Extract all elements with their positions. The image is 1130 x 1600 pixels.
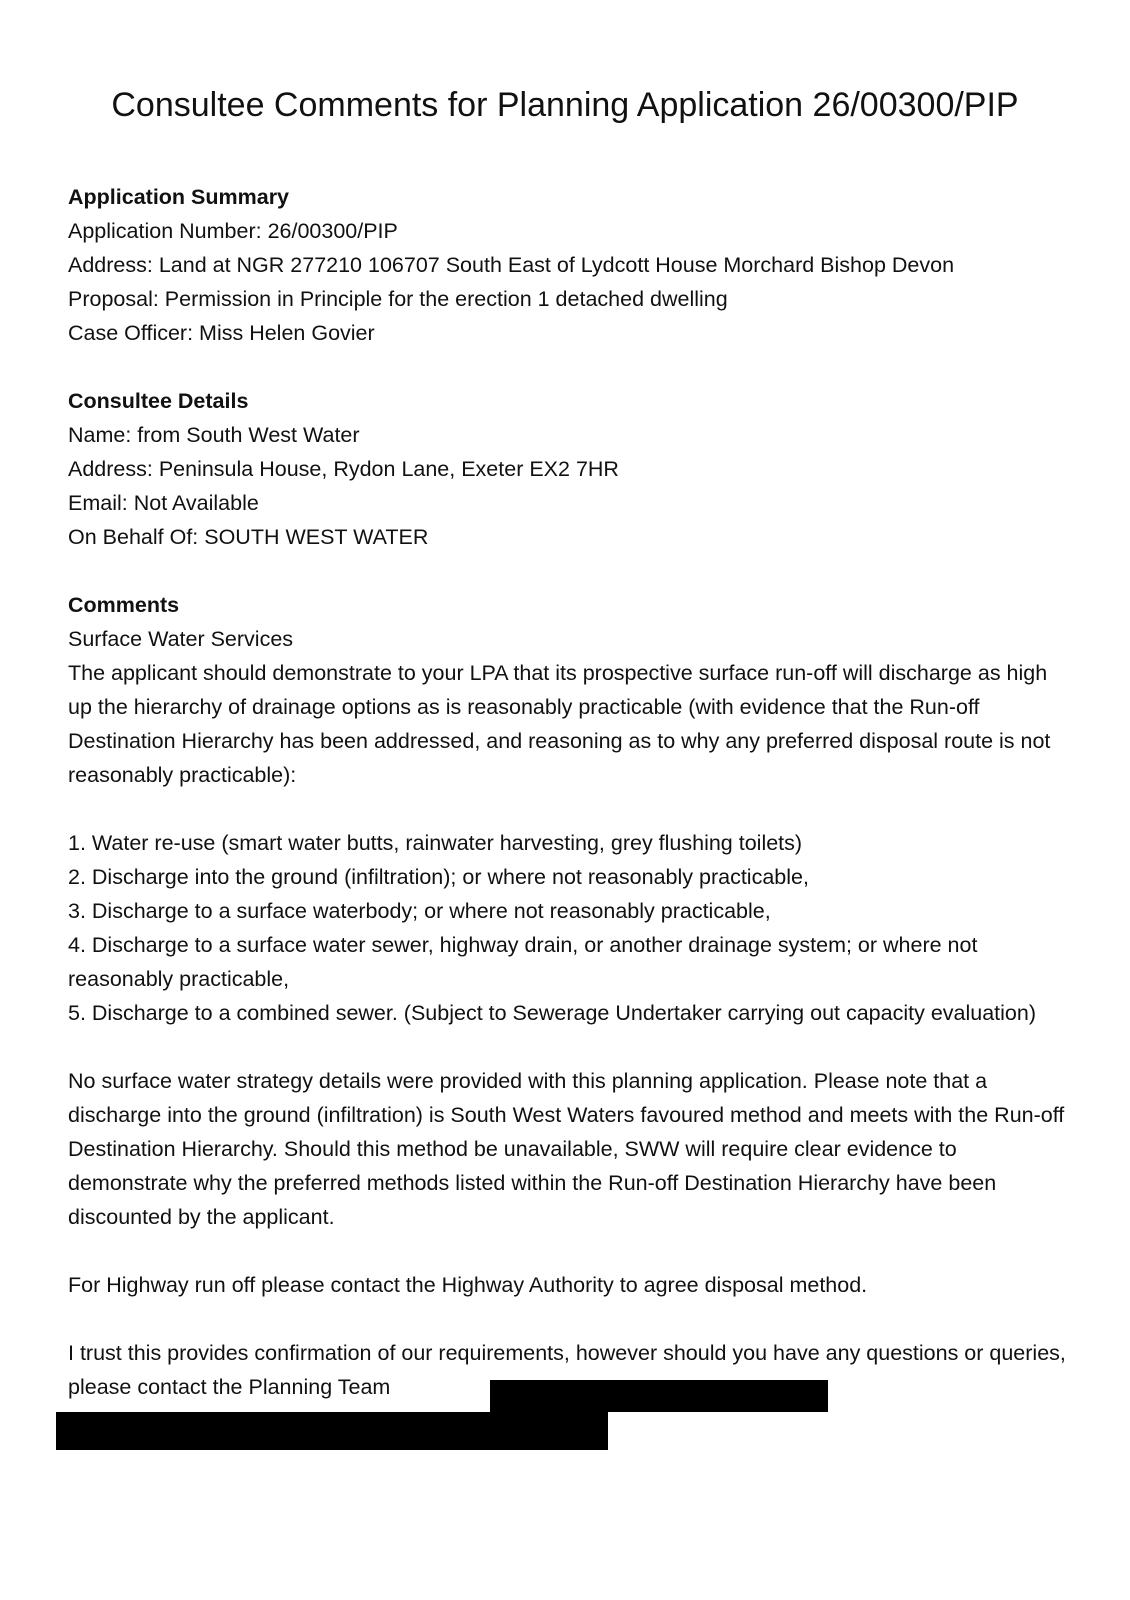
redaction-block-2: [56, 1412, 608, 1450]
hierarchy-list: [68, 826, 1068, 1030]
consultee-details-heading: Consultee Details: [68, 389, 249, 413]
consultee-name: Name: from South West Water: [68, 423, 360, 447]
hierarchy-item-1: 1. Water re-use (smart water butts, rainwater harvesting, grey flushing toilets): [68, 831, 803, 855]
hierarchy-item-2: 2. Discharge into the ground (infiltration); or where not reasonably practicable,: [68, 865, 809, 889]
consultee-address: Address: Peninsula House, Rydon Lane, Exeter EX2 7HR: [68, 457, 619, 481]
application-proposal: Proposal: Permission in Principle for the erection 1 detached dwelling: [68, 287, 728, 311]
spacer: [68, 792, 1068, 826]
consultee-email: Email: Not Available: [68, 491, 259, 515]
document-body: [68, 180, 1068, 1404]
highway-note: For Highway run off please contact the Highway Authority to agree disposal method.: [68, 1273, 868, 1297]
comments-heading: Comments: [68, 593, 180, 617]
application-number: Application Number: 26/00300/PIP: [68, 219, 398, 243]
spacer: [68, 350, 1068, 384]
strategy-note: No surface water strategy details were provided with this planning application. Please note that a discharge into the ground (infiltration) is South West Waters favoured method and meets with the Run-off Destination Hierarchy. Should this method be unavailable, SWW will require clear evidence to demonstrate why the preferred methods listed within the Run-off Destination Hierarchy have been discounted by the applicant.: [68, 1069, 1065, 1229]
hierarchy-item-5: 5. Discharge to a combined sewer. (Subject to Sewerage Undertaker carrying out capacity evaluation): [68, 1001, 1037, 1025]
application-address: Address: Land at NGR 277210 106707 South East of Lydcott House Morchard Bishop Devon: [68, 253, 955, 277]
application-summary-heading: Application Summary: [68, 185, 290, 209]
hierarchy-item-3: 3. Discharge to a surface waterbody; or where not reasonably practicable,: [68, 899, 771, 923]
case-officer: Case Officer: Miss Helen Govier: [68, 321, 375, 345]
comments-subheading: Surface Water Services: [68, 627, 294, 651]
comments-intro: The applicant should demonstrate to your LPA that its prospective surface run-off will discharge as high up the hierarchy of drainage options as is reasonably practicable (with evidence that the Run-off Destination Hierarchy has been addressed, and reasoning as to why any preferred disposal route is not reasonably practicable):: [68, 661, 1051, 787]
spacer: [68, 1234, 1068, 1268]
spacer: [68, 554, 1068, 588]
spacer: [68, 1030, 1068, 1064]
consultee-on-behalf-of: On Behalf Of: SOUTH WEST WATER: [68, 525, 429, 549]
closing-paragraph: I trust this provides confirmation of our requirements, however should you have any questions or queries, please contact the Planning Team: [68, 1341, 1066, 1399]
redaction-block-1: [490, 1380, 828, 1412]
page-title: Consultee Comments for Planning Application 26/00300/PIP: [111, 86, 1019, 124]
spacer: [68, 1302, 1068, 1336]
hierarchy-item-4: 4. Discharge to a surface water sewer, highway drain, or another drainage system; or where not reasonably practicable,: [68, 933, 978, 991]
